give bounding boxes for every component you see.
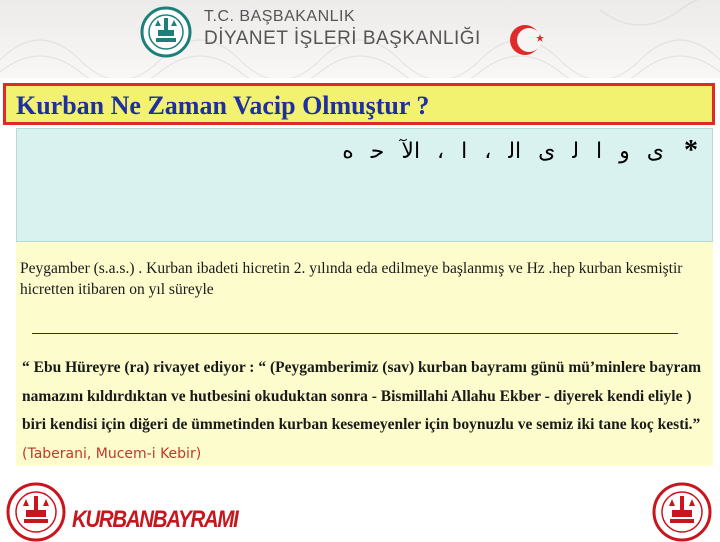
crescent-star-icon: [507, 20, 547, 60]
arabic-verse: ی و ا ﻟ ی ﺍﻟ ، ﺍ ، ﺍﻵ ﺣ ﻩ: [342, 139, 664, 164]
page-title: Kurban Ne Zaman Vacip Olmuştur ?: [16, 91, 430, 120]
kurban-bayrami-title: KURBANBAYRAMI: [72, 506, 238, 533]
diyanet-logo-icon: [140, 6, 192, 58]
gov-line2: DİYANET İŞLERİ BAŞKANLIĞI: [204, 28, 481, 49]
divider: [32, 333, 678, 334]
content-panel: [16, 242, 713, 466]
quote-source: (Taberani, Mucem-i Kebir): [22, 445, 202, 462]
diyanet-logo-left-icon: [6, 482, 66, 542]
arabic-box: [16, 128, 713, 242]
arabic-star: *: [684, 135, 698, 166]
diyanet-logo-right-icon: [652, 482, 712, 542]
quote-text: “ Ebu Hüreyre (ra) rivayet ediyor : “ (Peygamberimiz (sav) kurban bayramı günü mü’minlere bayram namazını kıldırdıktan ve hutbesini okuduktan sonra - Bismillahi Allahu Ekber - diyerek kendi eliyle ) biri kendisi için diğeri de ümmetinden kurban kesemeyenler için boynuzlu ve semiz iki tane koç kesti.”: [22, 359, 702, 433]
intro-paragraph: Peygamber (s.a.s.) . Kurban ibadeti hicretin 2. yılında eda edilmeye başlanmış ve Hz .hep kurban kesmiştir hicretten itibaren on yıl süreyle: [20, 260, 683, 298]
gov-line1: T.C. BAŞBAKANLIK: [204, 8, 356, 25]
title-bar: [3, 83, 715, 125]
gov-title: [204, 8, 481, 50]
hadith-quote: [22, 354, 710, 468]
header: [0, 0, 720, 78]
